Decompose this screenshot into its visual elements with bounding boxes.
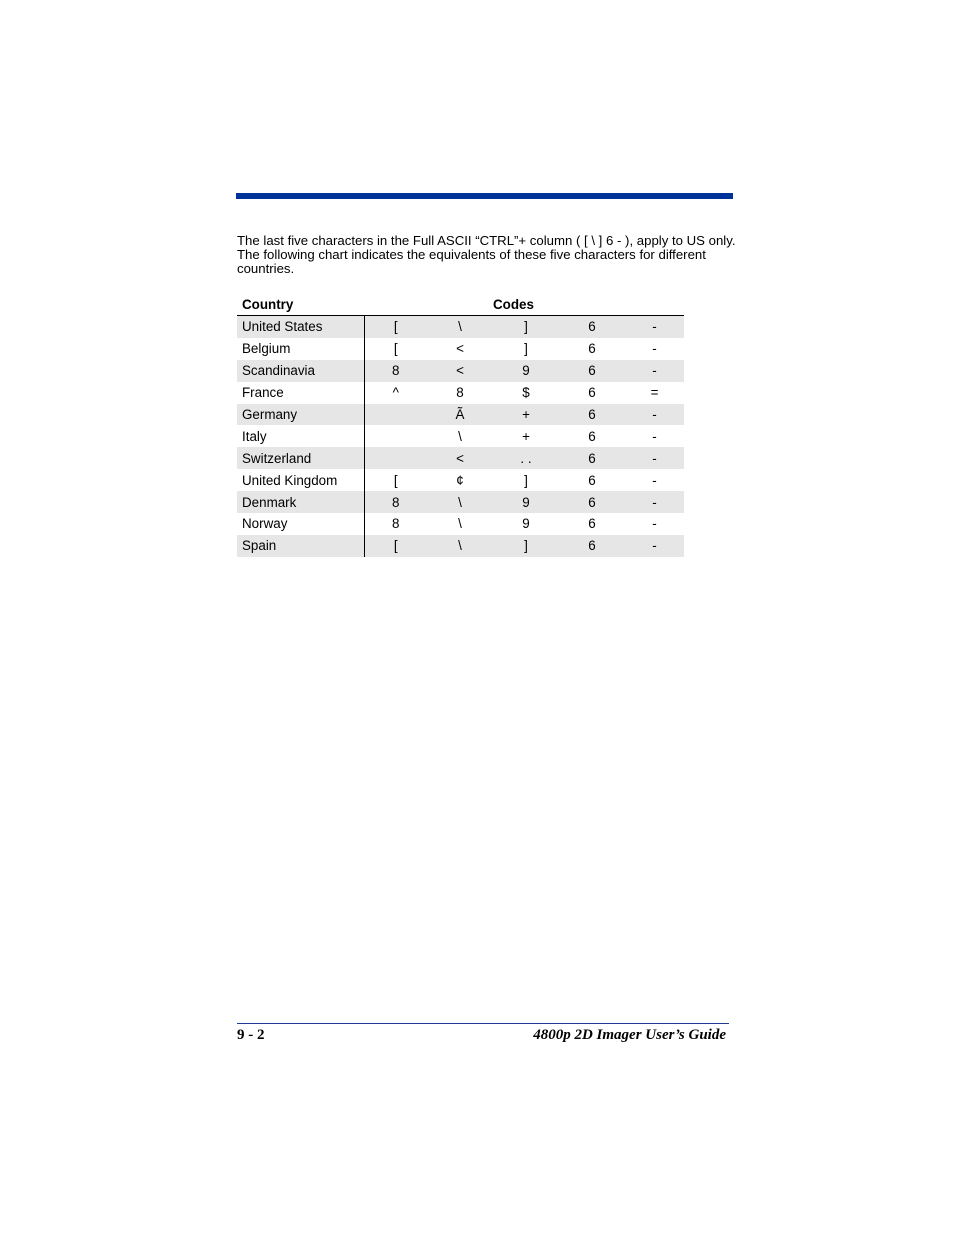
code-cell: 9 — [493, 491, 559, 513]
codes-column-header: Codes — [493, 293, 559, 316]
page-number: 9 - 2 — [237, 1027, 265, 1043]
code-cell: ] — [493, 535, 559, 557]
country-cell: Germany — [237, 404, 364, 426]
code-cell: 8 — [364, 360, 427, 382]
code-cell: - — [652, 516, 657, 532]
code-cell: + — [522, 428, 530, 444]
country-cell: France — [237, 382, 364, 404]
code-cell: ] — [524, 472, 528, 488]
country-cell: United Kingdom — [237, 469, 364, 491]
code-cell: - — [652, 428, 657, 444]
code-cell: [ — [364, 316, 427, 338]
country-cell: Switzerland — [237, 447, 364, 469]
country-cell: Denmark — [237, 491, 364, 513]
code-cell: < — [456, 341, 464, 357]
code-cell — [364, 447, 427, 469]
country-codes-table — [237, 293, 684, 557]
country-cell: Scandinavia — [237, 360, 364, 382]
code-cell: \ — [427, 491, 493, 513]
code-cell: - — [652, 341, 657, 357]
code-cell: < — [427, 360, 493, 382]
code-cell: 6 — [588, 385, 596, 401]
code-cell: 8 — [364, 491, 427, 513]
table-row — [237, 425, 684, 447]
table-row — [237, 360, 684, 382]
code-cell: ^ — [392, 385, 399, 401]
code-cell: 9 — [493, 360, 559, 382]
table-header-row — [237, 293, 684, 316]
code-cell: 6 — [588, 428, 596, 444]
code-cell — [364, 425, 427, 447]
code-cell: ¢ — [456, 472, 464, 488]
code-cell: \ — [427, 316, 493, 338]
country-column-header: Country — [237, 293, 364, 316]
code-cell: [ — [364, 535, 427, 557]
table-row — [237, 491, 684, 513]
code-cell: 6 — [559, 360, 625, 382]
table-row — [237, 338, 684, 360]
code-cell: . . — [493, 447, 559, 469]
code-cell: $ — [522, 385, 530, 401]
code-cell: 6 — [559, 447, 625, 469]
code-cell — [364, 404, 427, 426]
code-cell: 6 — [559, 404, 625, 426]
code-cell: 6 — [588, 516, 596, 532]
code-cell: [ — [393, 472, 398, 488]
code-cell: \ — [458, 428, 462, 444]
table-row — [237, 404, 684, 426]
code-cell: - — [625, 535, 684, 557]
table-row — [237, 469, 684, 491]
country-cell: United States — [237, 316, 364, 338]
code-cell: \ — [427, 535, 493, 557]
country-cell: Spain — [237, 535, 364, 557]
country-cell: Belgium — [237, 338, 364, 360]
code-cell: - — [625, 360, 684, 382]
country-cell: Norway — [237, 513, 364, 535]
code-cell: 8 — [392, 516, 400, 532]
code-cell: < — [427, 447, 493, 469]
code-cell: 9 — [522, 516, 530, 532]
header-accent-bar — [236, 193, 733, 199]
intro-paragraph: The last five characters in the Full ASCII “CTRL”+ column ( [ \ ] 6 - ), apply to US only. The following chart indicates the equivalents of these five characters for different countries. — [237, 233, 736, 276]
code-cell: \ — [458, 516, 462, 532]
table-row — [237, 316, 684, 338]
code-cell: 6 — [559, 316, 625, 338]
page-footer — [237, 1027, 726, 1047]
code-cell: + — [493, 404, 559, 426]
code-cell: ] — [493, 316, 559, 338]
table-row — [237, 535, 684, 557]
code-cell: = — [650, 385, 659, 401]
code-cell: [ — [393, 341, 398, 357]
code-cell: - — [625, 447, 684, 469]
footer-rule — [237, 1023, 729, 1024]
code-cell: 8 — [456, 385, 464, 401]
guide-title: 4800p 2D Imager User’s Guide — [533, 1027, 726, 1043]
table-row — [237, 447, 684, 469]
code-cell: Ã — [427, 404, 493, 426]
table-row — [237, 513, 684, 535]
code-cell: - — [625, 316, 684, 338]
country-cell: Italy — [237, 425, 364, 447]
code-cell: ] — [524, 341, 528, 357]
code-cell: 6 — [559, 535, 625, 557]
code-cell: - — [625, 404, 684, 426]
code-cell: - — [652, 472, 657, 488]
table-row — [237, 382, 684, 404]
code-cell: 6 — [588, 472, 596, 488]
code-cell: - — [625, 491, 684, 513]
code-cell: 6 — [559, 491, 625, 513]
code-cell: 6 — [588, 341, 596, 357]
